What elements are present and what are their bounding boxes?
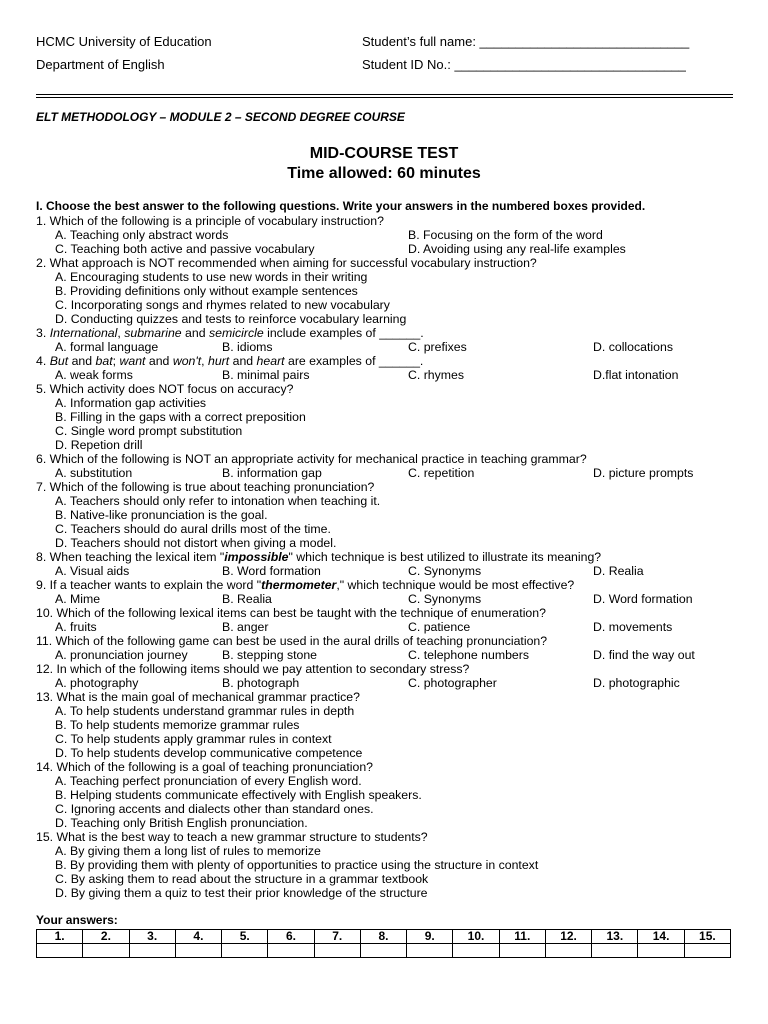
q4-sep-4: , bbox=[201, 354, 208, 368]
option-12c: C. photographer bbox=[408, 676, 497, 690]
answer-number: 15. bbox=[684, 930, 730, 944]
option-15d: D. By giving them a quiz to test their prior knowledge of the structure bbox=[55, 886, 428, 900]
q4-sep-3: and bbox=[145, 354, 173, 368]
answer-box-15[interactable] bbox=[684, 944, 730, 958]
question-4 bbox=[36, 354, 423, 368]
option-7b: B. Native-like pronunciation is the goal. bbox=[55, 508, 268, 522]
answer-box-1[interactable] bbox=[37, 944, 83, 958]
answer-box-6[interactable] bbox=[268, 944, 314, 958]
answer-number: 11. bbox=[499, 930, 545, 944]
answer-number: 6. bbox=[268, 930, 314, 944]
option-6a: A. substitution bbox=[55, 466, 133, 480]
option-9b: B. Realia bbox=[222, 592, 272, 606]
header-rule-top bbox=[36, 94, 733, 95]
q9-prefix: 9. If a teacher wants to explain the word " bbox=[36, 578, 262, 592]
q4-sep-2: ; bbox=[112, 354, 120, 368]
question-9 bbox=[36, 578, 574, 592]
q4-word-4: won't bbox=[172, 354, 202, 368]
option-11a: A. pronunciation journey bbox=[55, 648, 188, 662]
option-14c: C. Ignoring accents and dialects other than standard ones. bbox=[55, 802, 374, 816]
answer-box-5[interactable] bbox=[222, 944, 268, 958]
q3-word-1: International bbox=[49, 326, 118, 340]
option-1d: D. Avoiding using any real-life examples bbox=[408, 242, 626, 256]
option-2a: A. Encouraging students to use new words in their writing bbox=[55, 270, 368, 284]
answer-box-8[interactable] bbox=[360, 944, 406, 958]
option-4d: D.flat intonation bbox=[593, 368, 679, 382]
option-8c: C. Synonyms bbox=[408, 564, 482, 578]
answer-box-2[interactable] bbox=[83, 944, 129, 958]
option-10d: D. movements bbox=[593, 620, 673, 634]
q4-sep-1: and bbox=[68, 354, 96, 368]
option-3c: C. prefixes bbox=[408, 340, 467, 354]
department-name: Department of English bbox=[36, 57, 165, 72]
question-8 bbox=[36, 550, 601, 564]
answer-box-14[interactable] bbox=[638, 944, 684, 958]
q3-word-3: semicircle bbox=[209, 326, 264, 340]
option-9a: A. Mime bbox=[55, 592, 101, 606]
option-11b: B. stepping stone bbox=[222, 648, 318, 662]
option-7a: A. Teachers should only refer to intonation when teaching it. bbox=[55, 494, 381, 508]
option-5a: A. Information gap activities bbox=[55, 396, 207, 410]
option-12b: B. photograph bbox=[222, 676, 300, 690]
answer-number: 13. bbox=[592, 930, 638, 944]
section-instruction: I. Choose the best answer to the following questions. Write your answers in the numbered boxes provided. bbox=[36, 199, 646, 213]
question-6: 6. Which of the following is NOT an appropriate activity for mechanical practice in teaching grammar? bbox=[36, 452, 587, 466]
answer-number: 7. bbox=[314, 930, 360, 944]
answer-number-row bbox=[37, 930, 731, 944]
answer-number: 5. bbox=[222, 930, 268, 944]
time-allowed: Time allowed: 60 minutes bbox=[287, 165, 481, 182]
student-id-field: Student ID No.: ________________________________ bbox=[362, 57, 686, 72]
answer-number: 8. bbox=[360, 930, 406, 944]
question-13: 13. What is the main goal of mechanical grammar practice? bbox=[36, 690, 360, 704]
option-3b: B. idioms bbox=[222, 340, 273, 354]
option-6c: C. repetition bbox=[408, 466, 475, 480]
answer-number: 14. bbox=[638, 930, 684, 944]
option-7c: C. Teachers should do aural drills most of the time. bbox=[55, 522, 331, 536]
option-5c: C. Single word prompt substitution bbox=[55, 424, 243, 438]
option-14a: A. Teaching perfect pronunciation of every English word. bbox=[55, 774, 362, 788]
answer-number: 2. bbox=[83, 930, 129, 944]
option-12d: D. photographic bbox=[593, 676, 680, 690]
q8-prefix: 8. When teaching the lexical item " bbox=[36, 550, 225, 564]
option-3a: A. formal language bbox=[55, 340, 159, 354]
question-5: 5. Which activity does NOT focus on accuracy? bbox=[36, 382, 294, 396]
option-7d: D. Teachers should not distort when giving a model. bbox=[55, 536, 337, 550]
option-9d: D. Word formation bbox=[593, 592, 693, 606]
question-10: 10. Which of the following lexical items can best be taught with the technique of enumeration? bbox=[36, 606, 546, 620]
answer-box-3[interactable] bbox=[129, 944, 175, 958]
q4-word-6: heart bbox=[256, 354, 285, 368]
option-11d: D. find the way out bbox=[593, 648, 695, 662]
q8-term: impossible bbox=[224, 550, 289, 564]
test-title: MID-COURSE TEST bbox=[309, 145, 459, 162]
q3-word-2: submarine bbox=[124, 326, 182, 340]
answer-number: 9. bbox=[407, 930, 453, 944]
answer-number: 3. bbox=[129, 930, 175, 944]
answer-box-13[interactable] bbox=[592, 944, 638, 958]
question-11: 11. Which of the following game can best be used in the aural drills of teaching pronunciation? bbox=[36, 634, 548, 648]
answer-box-11[interactable] bbox=[499, 944, 545, 958]
q4-suffix: are examples of ______. bbox=[284, 354, 424, 368]
option-3d: D. collocations bbox=[593, 340, 673, 354]
q3-sep-2: and bbox=[181, 326, 209, 340]
question-2: 2. What approach is NOT recommended when aiming for successful vocabulary instruction? bbox=[36, 256, 537, 270]
student-name-field: Student’s full name: _____________________________ bbox=[362, 34, 690, 49]
q3-sep-1: , bbox=[117, 326, 125, 340]
course-title: ELT METHODOLOGY – MODULE 2 – SECOND DEGREE COURSE bbox=[36, 110, 405, 124]
question-3 bbox=[36, 326, 424, 340]
q4-word-5: hurt bbox=[207, 354, 230, 368]
question-14: 14. Which of the following is a goal of teaching pronunciation? bbox=[36, 760, 374, 774]
q4-word-1: But bbox=[49, 354, 69, 368]
option-5b: B. Filling in the gaps with a correct preposition bbox=[55, 410, 306, 424]
answer-box-row bbox=[37, 944, 731, 958]
option-9c: C. Synonyms bbox=[408, 592, 482, 606]
answers-label: Your answers: bbox=[36, 913, 118, 927]
answer-number: 10. bbox=[453, 930, 499, 944]
option-1c: C. Teaching both active and passive vocabulary bbox=[55, 242, 315, 256]
option-10c: C. patience bbox=[408, 620, 471, 634]
q4-word-2: bat bbox=[95, 354, 113, 368]
q4-prefix: 4. bbox=[36, 354, 50, 368]
q9-term: thermometer bbox=[261, 578, 337, 592]
option-1a: A. Teaching only abstract words bbox=[55, 228, 229, 242]
answer-box-9[interactable] bbox=[407, 944, 453, 958]
option-12a: A. photography bbox=[55, 676, 139, 690]
option-10b: B. anger bbox=[222, 620, 269, 634]
option-4b: B. minimal pairs bbox=[222, 368, 310, 382]
q4-sep-5: and bbox=[229, 354, 257, 368]
q4-word-3: want bbox=[119, 354, 146, 368]
answer-box-4[interactable] bbox=[175, 944, 221, 958]
question-1: 1. Which of the following is a principle of vocabulary instruction? bbox=[36, 214, 384, 228]
option-1b: B. Focusing on the form of the word bbox=[408, 228, 603, 242]
option-14b: B. Helping students communicate effectively with English speakers. bbox=[55, 788, 422, 802]
q8-suffix: " which technique is best utilized to illustrate its meaning? bbox=[288, 550, 602, 564]
option-13a: A. To help students understand grammar rules in depth bbox=[55, 704, 355, 718]
option-8d: D. Realia bbox=[593, 564, 644, 578]
answer-box-10[interactable] bbox=[453, 944, 499, 958]
question-7: 7. Which of the following is true about teaching pronunciation? bbox=[36, 480, 375, 494]
option-6d: D. picture prompts bbox=[593, 466, 694, 480]
option-13c: C. To help students apply grammar rules in context bbox=[55, 732, 332, 746]
question-15: 15. What is the best way to teach a new grammar structure to students? bbox=[36, 830, 428, 844]
option-15a: A. By giving them a long list of rules to memorize bbox=[55, 844, 321, 858]
university-name: HCMC University of Education bbox=[36, 34, 212, 49]
option-15c: C. By asking them to read about the structure in a grammar textbook bbox=[55, 872, 429, 886]
option-13b: B. To help students memorize grammar rules bbox=[55, 718, 300, 732]
answer-number: 12. bbox=[545, 930, 591, 944]
header-rule-bottom bbox=[36, 97, 733, 98]
option-4c: C. rhymes bbox=[408, 368, 465, 382]
option-8b: B. Word formation bbox=[222, 564, 321, 578]
option-15b: B. By providing them with plenty of opportunities to practice using the structure in context bbox=[55, 858, 539, 872]
option-10a: A. fruits bbox=[55, 620, 97, 634]
question-12: 12. In which of the following items should we pay attention to secondary stress? bbox=[36, 662, 470, 676]
option-2c: C. Incorporating songs and rhymes related to new vocabulary bbox=[55, 298, 390, 312]
option-14d: D. Teaching only British English pronunciation. bbox=[55, 816, 308, 830]
option-2b: B. Providing definitions only without example sentences bbox=[55, 284, 358, 298]
option-8a: A. Visual aids bbox=[55, 564, 130, 578]
option-13d: D. To help students develop communicative competence bbox=[55, 746, 363, 760]
option-11c: C. telephone numbers bbox=[408, 648, 529, 662]
option-6b: B. information gap bbox=[222, 466, 322, 480]
answer-box-7[interactable] bbox=[314, 944, 360, 958]
option-5d: D. Repetion drill bbox=[55, 438, 143, 452]
answer-box-12[interactable] bbox=[545, 944, 591, 958]
q9-suffix: ," which technique would be most effective? bbox=[336, 578, 575, 592]
option-2d: D. Conducting quizzes and tests to reinforce vocabulary learning bbox=[55, 312, 407, 326]
answer-number: 4. bbox=[175, 930, 221, 944]
q3-prefix: 3. bbox=[36, 326, 50, 340]
option-4a: A. weak forms bbox=[55, 368, 133, 382]
answer-number: 1. bbox=[37, 930, 83, 944]
answer-table bbox=[36, 929, 731, 958]
q3-suffix: include examples of ______. bbox=[263, 326, 424, 340]
